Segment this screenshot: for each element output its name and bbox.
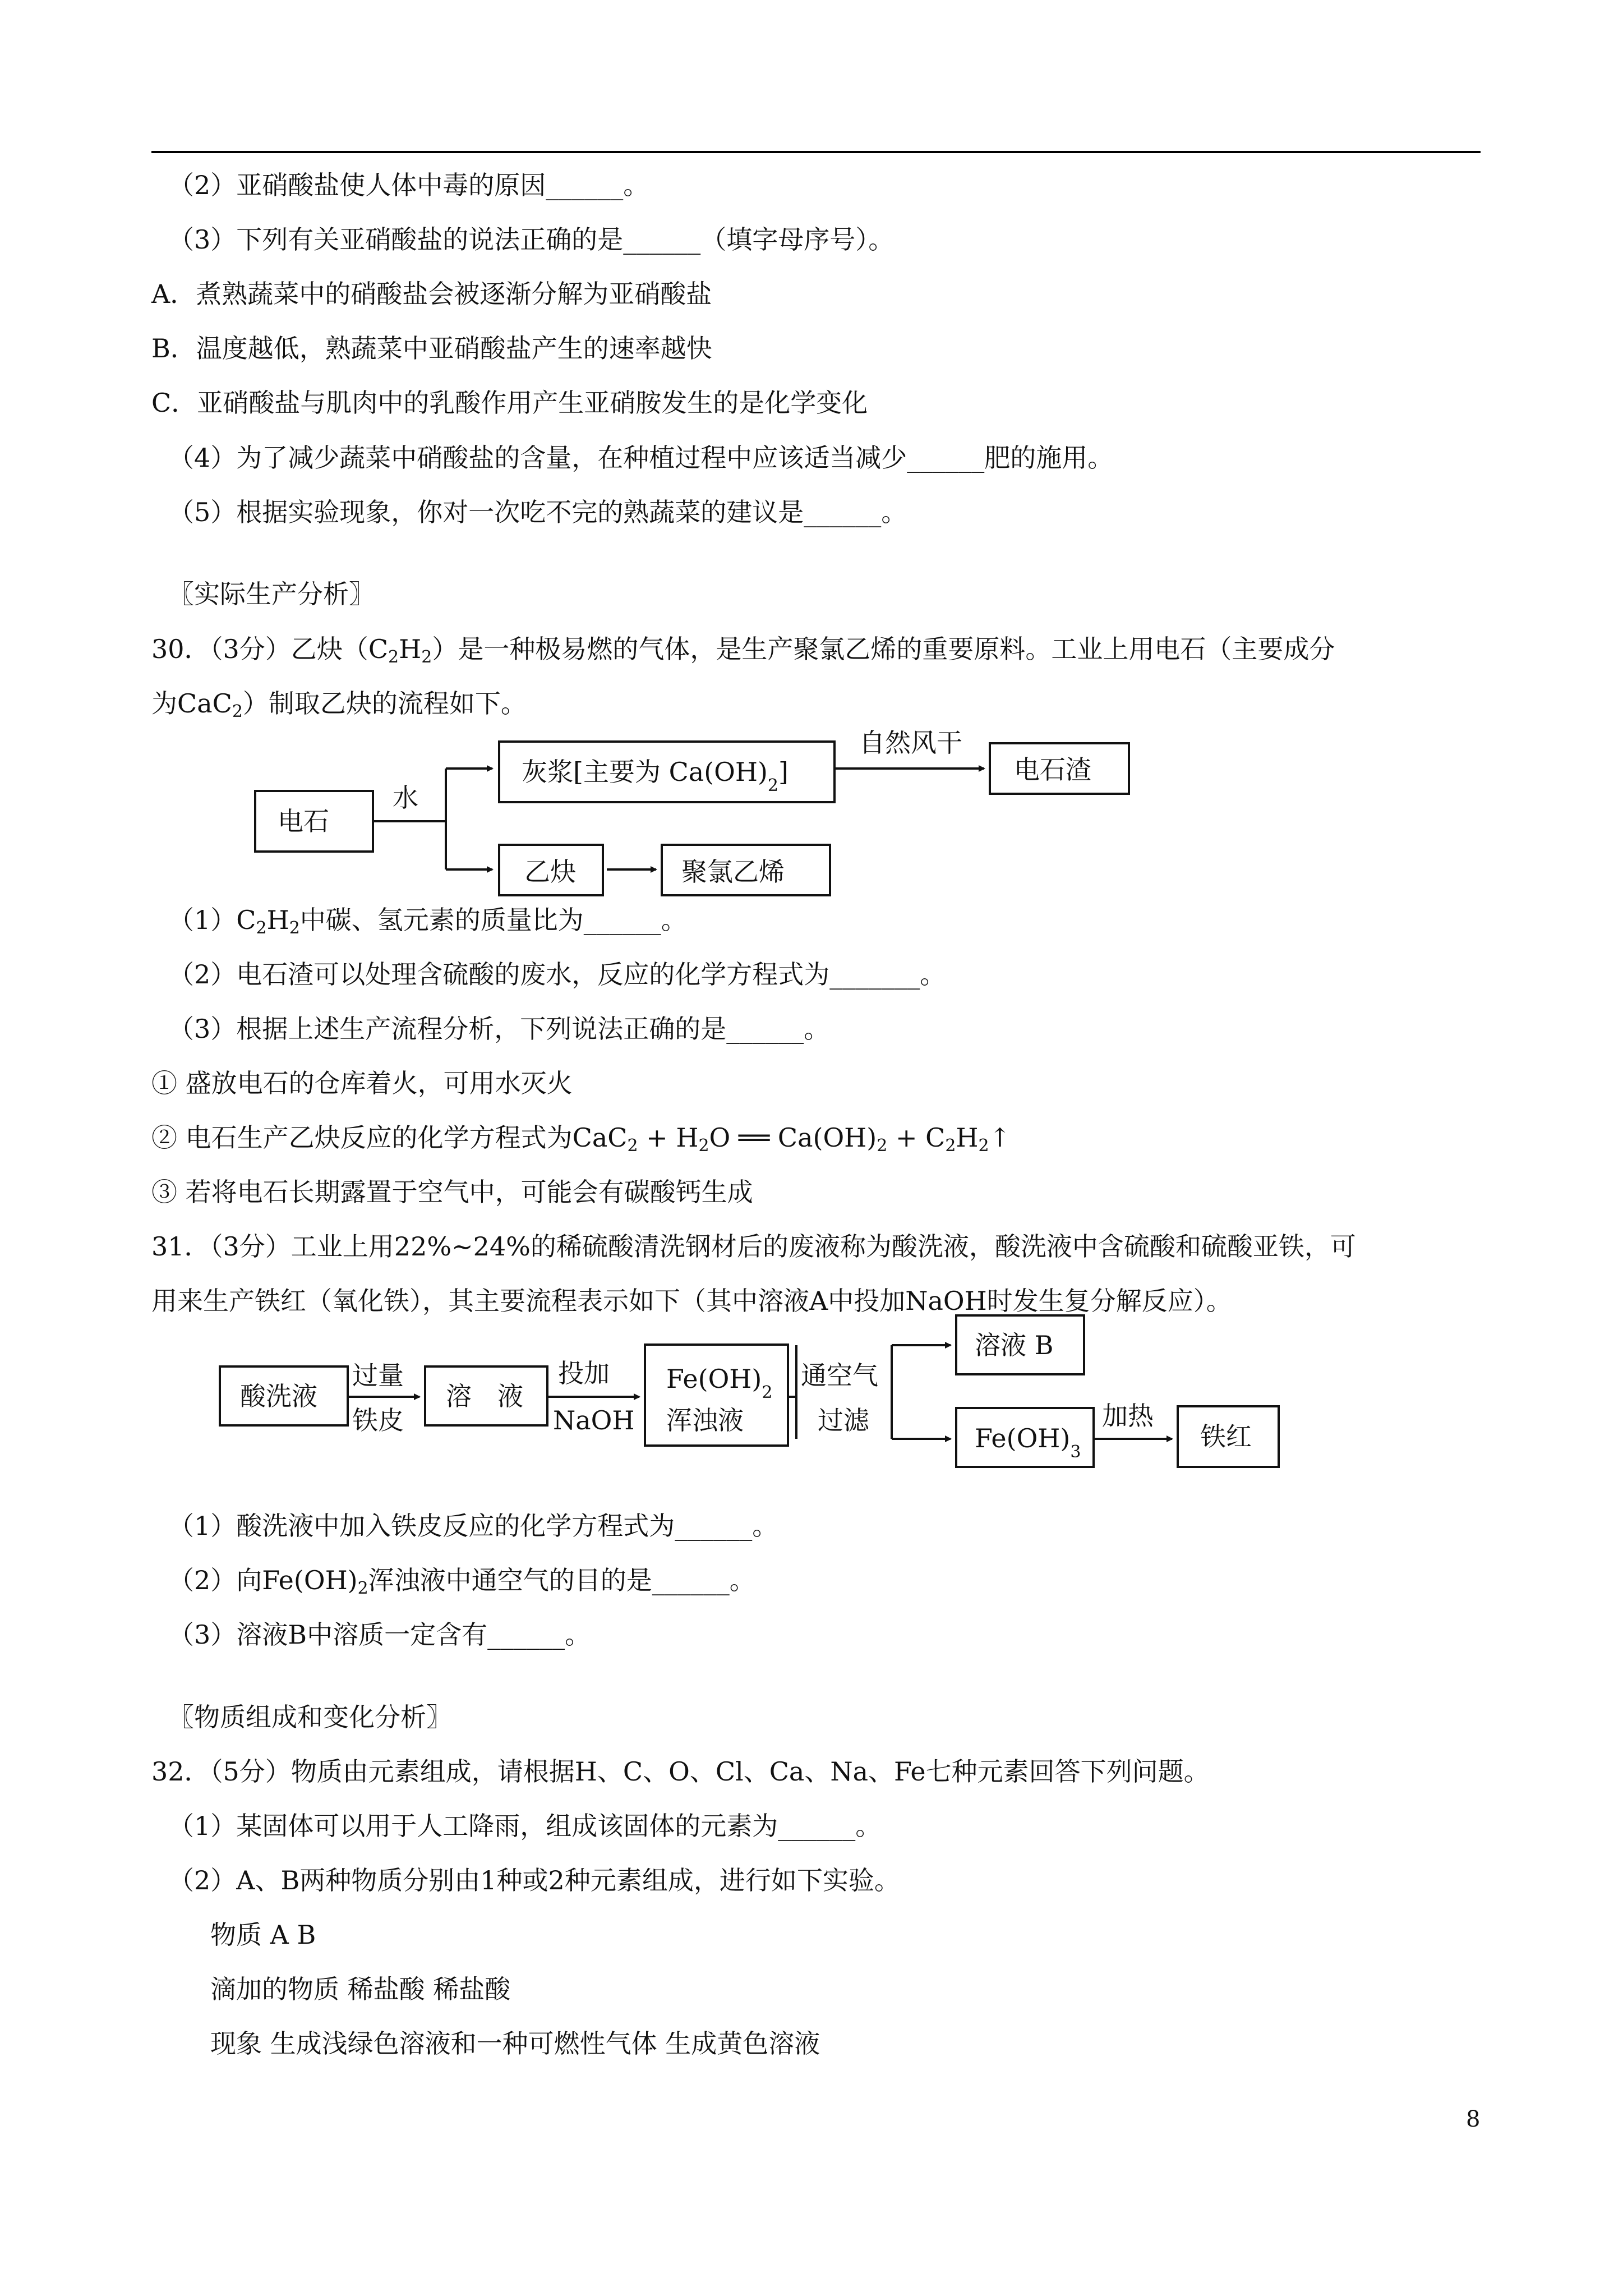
- label-toujia: 投加: [558, 1358, 610, 1388]
- q29-part3: （3）下列有关亚硝酸盐的说法正确的是______（填字母序号）。: [168, 224, 895, 255]
- q32-table-row-reagent: 滴加的物质 稀盐酸 稀盐酸: [210, 1974, 511, 2004]
- label-feoh2: $Fe(OH)_2$: [666, 1364, 773, 1402]
- q29-part4: （4）为了减少蔬菜中硝酸盐的含量，在种植过程中应该适当减少______肥的施用。: [168, 443, 1114, 473]
- q29-option-b: B．温度越低，熟蔬菜中亚硝酸盐产生的速率越快: [151, 333, 712, 364]
- q29-part2: （2）亚硝酸盐使人体中毒的原因______。: [168, 170, 649, 200]
- q29-part5: （5）根据实验现象，你对一次吃不完的熟蔬菜的建议是______。: [168, 497, 907, 527]
- label-dianshizha: 电石渣: [1014, 754, 1091, 785]
- q31-stem-line2: 用来生产铁红（氧化铁），其主要流程表示如下（其中溶液A中投加NaOH时发生复分解反应）。: [151, 1286, 1232, 1316]
- q32-part2: （2）A、B两种物质分别由1种或2种元素组成，进行如下实验。: [168, 1865, 900, 1895]
- label-tiepi: 铁皮: [352, 1405, 404, 1435]
- q31-part3: （3）溶液B中溶质一定含有______。: [168, 1619, 591, 1650]
- q30-part1: $(1)C_2H_2$中碳、氢元素的质量比为______。: [168, 905, 687, 938]
- q30-stem-line1: 30．（3分）乙炔$(C_2H_2)$是一种极易燃的气体，是生产聚氯乙烯的重要原料。工业上用电石（主要成分: [151, 634, 1335, 667]
- q30-stem-line2: 为CaC$_2$）制取乙炔的流程如下。: [151, 688, 527, 721]
- page-number: 8: [1466, 2106, 1481, 2132]
- label-feoh3: $Fe(OH)_3$: [975, 1423, 1081, 1462]
- label-rongye: 溶 液: [446, 1381, 523, 1411]
- q32-stem: 32．（5分）物质由元素组成，请根据H、C、O、Cl、Ca、Na、Fe七种元素回答下列问题。: [151, 1756, 1210, 1787]
- q30-option-3: ③ 若将电石长期露置于空气中，可能会有碳酸钙生成: [151, 1177, 753, 1207]
- label-tiehong: 铁红: [1200, 1421, 1252, 1452]
- q29-option-a: A．煮熟蔬菜中的硝酸盐会被逐渐分解为亚硝酸盐: [151, 279, 712, 309]
- label-suanxiye: 酸洗液: [240, 1381, 317, 1411]
- label-huijiang: 灰浆[主要为 $Ca(OH)_2$]: [522, 757, 789, 795]
- q32-table-row-substance: 物质 A B: [210, 1920, 316, 1950]
- q31-part1: （1）酸洗液中加入铁皮反应的化学方程式为______。: [168, 1511, 778, 1541]
- label-rongye-b: 溶液 B: [975, 1330, 1054, 1360]
- q30-option-1: ① 盛放电石的仓库着火，可用水灭火: [151, 1068, 573, 1098]
- label-julvyixi: 聚氯乙烯: [681, 857, 785, 887]
- label-naoh: NaOH: [553, 1405, 635, 1435]
- q30-option-2: ② 电石生产乙炔反应的化学方程式为$CaC_2 + H_2O$ ══ $Ca(OH)_2$ + $C_2H_2↑$: [151, 1122, 1011, 1156]
- label-tongkongqi: 通空气: [801, 1360, 878, 1391]
- q31-part2: （2）向$Fe(OH)_2$浑浊液中通空气的目的是______。: [168, 1565, 755, 1598]
- label-dianshi: 电石: [278, 806, 329, 836]
- label-guolv: 过滤: [818, 1405, 869, 1435]
- label-yique: 乙炔: [524, 857, 576, 887]
- q30-part3: （3）根据上述生产流程分析，下列说法正确的是______。: [168, 1014, 830, 1044]
- label-water: 水: [393, 783, 418, 813]
- label-ziranfenggan: 自然风干: [859, 728, 962, 758]
- q32-part1: （1）某固体可以用于人工降雨，组成该固体的元素为______。: [168, 1811, 882, 1841]
- section-heading-production: 〖实际生产分析〗: [168, 579, 375, 609]
- q32-table-row-phenomenon: 现象 生成浅绿色溶液和一种可燃性气体 生成黄色溶液: [210, 2028, 820, 2059]
- label-jiare: 加热: [1102, 1401, 1154, 1431]
- section-heading-composition: 〖物质组成和变化分析〗: [168, 1702, 452, 1732]
- q29-option-c: C．亚硝酸盐与肌肉中的乳酸作用产生亚硝胺发生的是化学变化: [151, 388, 868, 418]
- q31-stem-line1: 31．（3分）工业上用22%~24%的稀硫酸清洗钢材后的废液称为酸洗液，酸洗液中含硫酸和硫酸亚铁，可: [151, 1231, 1356, 1262]
- label-guoliang: 过量: [352, 1360, 404, 1391]
- q30-part2: （2）电石渣可以处理含硫酸的废水，反应的化学方程式为_______。: [168, 959, 946, 990]
- label-hunzhuoye: 浑浊液: [666, 1405, 744, 1435]
